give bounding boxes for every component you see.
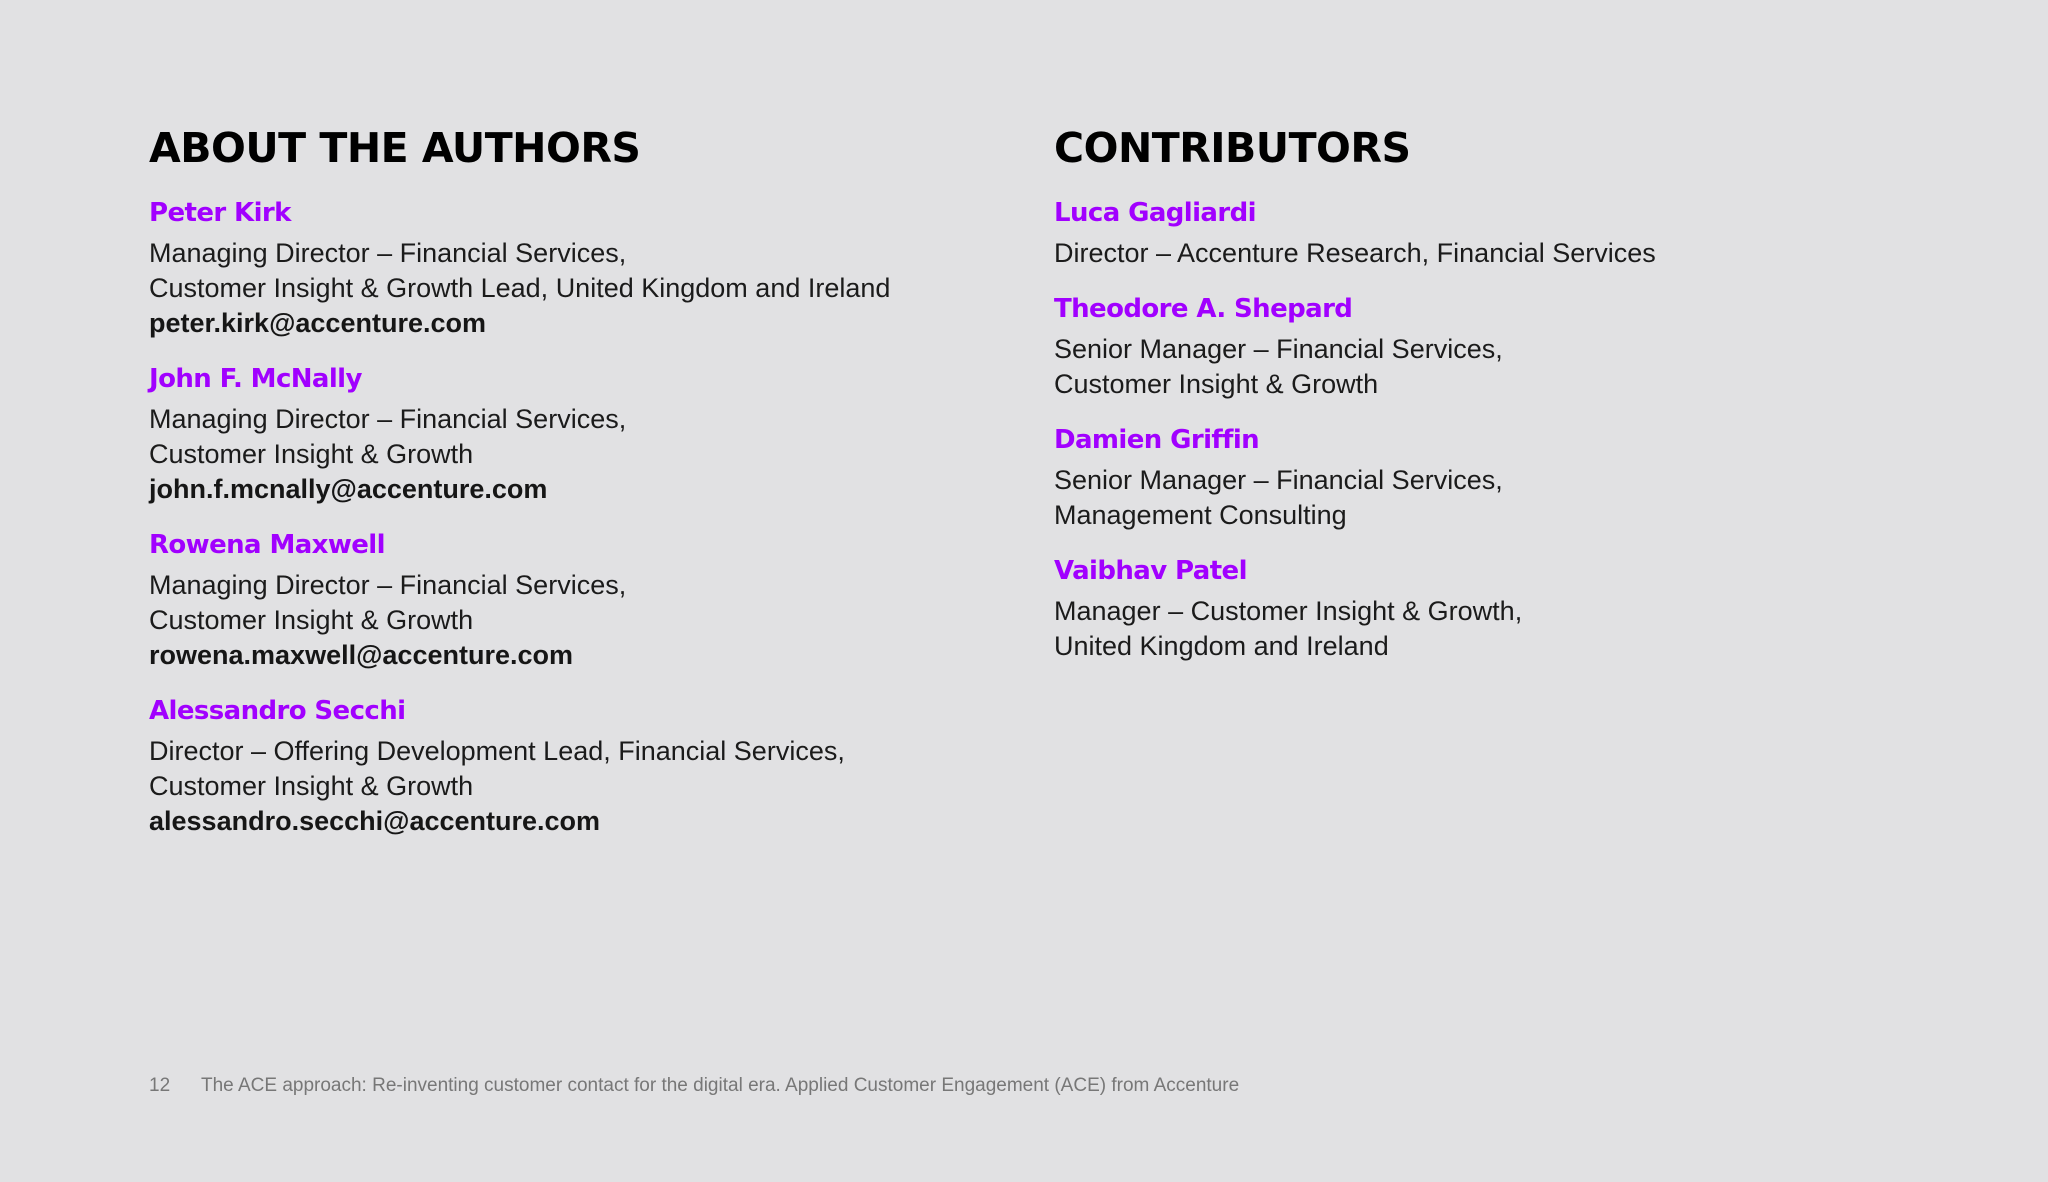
contributor-role-line: Senior Manager – Financial Services,: [1054, 465, 1503, 495]
author-role-line: Customer Insight & Growth: [149, 771, 474, 801]
author-role-line: Customer Insight & Growth: [149, 439, 474, 469]
contributor-name: Luca Gagliardi: [1054, 198, 1256, 228]
contributor-entry: [1054, 554, 1954, 664]
contributor-name: Theodore A. Shepard: [1054, 294, 1353, 324]
contributor-role-line: United Kingdom and Ireland: [1054, 631, 1389, 661]
author-email: rowena.maxwell@accenture.com: [149, 640, 573, 670]
contributor-role-line: Senior Manager – Financial Services,: [1054, 334, 1503, 364]
authors-section: [149, 122, 999, 860]
author-role-line: Managing Director – Financial Services,: [149, 404, 627, 434]
authors-heading: ABOUT THE AUTHORS: [149, 124, 641, 172]
author-name: Rowena Maxwell: [149, 530, 385, 560]
author-role-line: Director – Offering Development Lead, Financial Services,: [149, 736, 845, 766]
contributor-entry: [1054, 423, 1954, 533]
author-role-line: Managing Director – Financial Services,: [149, 570, 627, 600]
contributor-entry: [1054, 292, 1954, 402]
page-number: 12: [149, 1075, 171, 1096]
author-role-line: Managing Director – Financial Services,: [149, 238, 627, 268]
author-email: alessandro.secchi@accenture.com: [149, 806, 601, 836]
author-email: peter.kirk@accenture.com: [149, 308, 486, 338]
author-email: john.f.mcnally@accenture.com: [149, 474, 548, 504]
author-entry: [149, 196, 999, 341]
author-entry: [149, 694, 999, 839]
contributor-role-line: Management Consulting: [1054, 500, 1347, 530]
author-name: John F. McNally: [149, 364, 362, 394]
contributor-entry: [1054, 196, 1954, 271]
contributors-heading: CONTRIBUTORS: [1054, 124, 1411, 172]
contributor-role-line: Director – Accenture Research, Financial Services: [1054, 238, 1656, 268]
contributor-role-line: Manager – Customer Insight & Growth,: [1054, 596, 1523, 626]
author-entry: [149, 362, 999, 507]
contributor-name: Vaibhav Patel: [1054, 556, 1247, 586]
page-footer: [149, 1074, 1239, 1098]
author-role-line: Customer Insight & Growth: [149, 605, 474, 635]
contributors-section: [1054, 122, 1954, 685]
contributor-role-line: Customer Insight & Growth: [1054, 369, 1379, 399]
author-name: Peter Kirk: [149, 198, 291, 228]
footer-document-title: The ACE approach: Re-inventing customer contact for the digital era. Applied Customer Engagement (ACE) from Accenture: [201, 1075, 1240, 1096]
author-role-line: Customer Insight & Growth Lead, United Kingdom and Ireland: [149, 273, 891, 303]
author-entry: [149, 528, 999, 673]
author-name: Alessandro Secchi: [149, 696, 406, 726]
contributor-name: Damien Griffin: [1054, 425, 1260, 455]
